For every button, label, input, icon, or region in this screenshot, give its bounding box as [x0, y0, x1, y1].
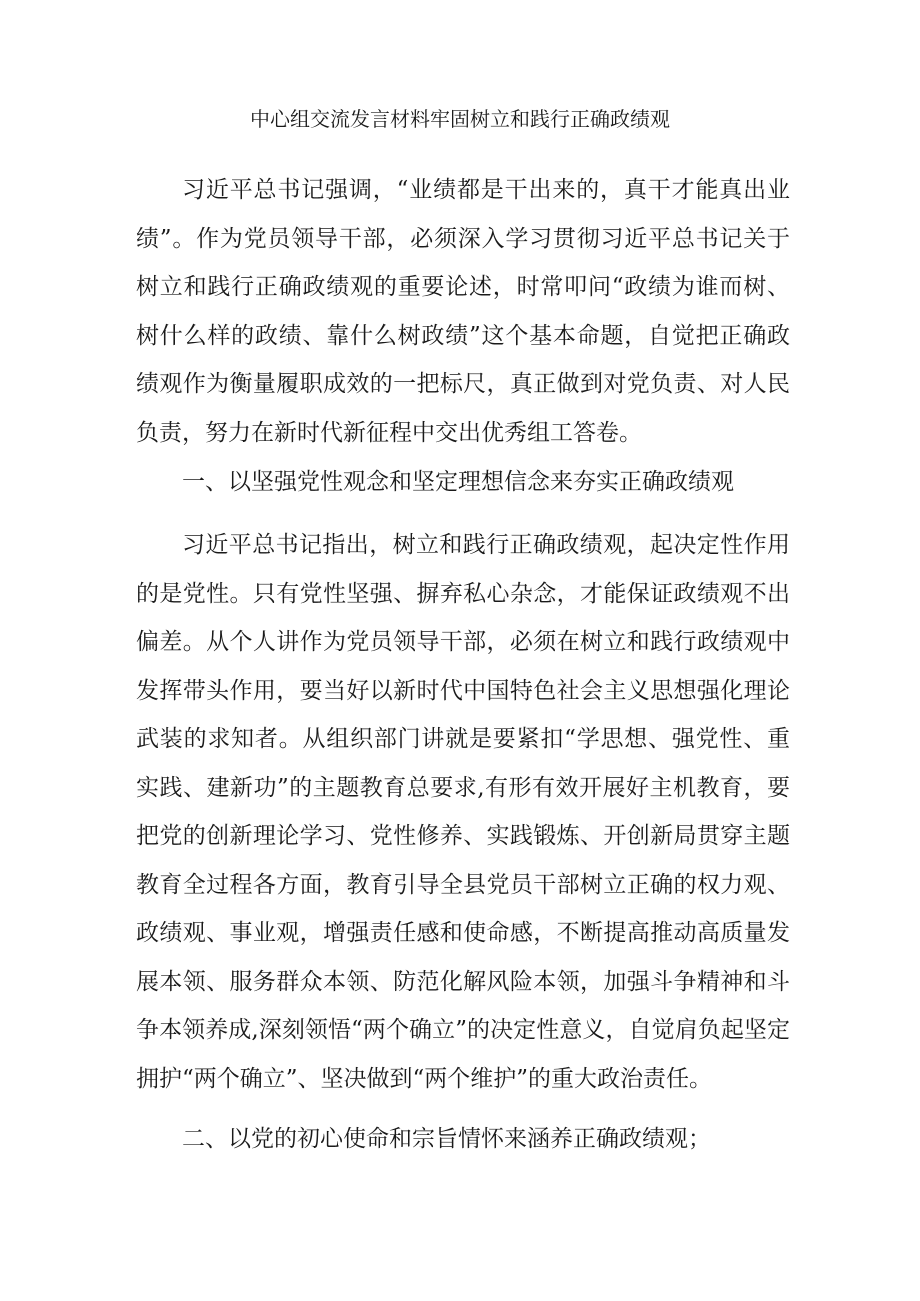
document-title: 中心组交流发言材料牢固树立和践行正确政绩观	[250, 107, 670, 131]
intro-paragraph: 习近平总书记强调，“业绩都是干出来的，真干才能真出业绩”。作为党员领导干部，必须深入学习贯彻习近平总书记关于树立和践行正确政绩观的重要论述，时常叩问“政绩为谁而树、树什么样的政绩、靠什么树政绩”这个基本命题，自觉把正确政绩观作为衡量履职成效的一把标尺，真正做到对党负责、对人民负责，努力在新时代新征程中交出优秀组工答卷。	[136, 177, 790, 446]
section-1-paragraph: 习近平总书记指出，树立和践行正确政绩观，起决定性作用的是党性。只有党性坚强、摒弃私心杂念，才能保证政绩观不出偏差。从个人讲作为党员领导干部，必须在树立和践行政绩观中发挥带头作用，要当好以新时代中国特色社会主义思想强化理论武装的求知者。从组织部门讲就是要紧扣“学思想、强党性、重实践、建新功”的主题教育总要求,有形有效开展好主机教育，要把党的创新理论学习、党性修养、实践锻炼、开创新局贯穿主题教育全过程各方面，教育引导全县党员干部树立正确的权力观、政绩观、事业观，增强责任感和使命感，不断提高推动高质量发展本领、服务群众本领、防范化解风险本领，加强斗争精神和斗争本领养成,深刻领悟“两个确立”的决定性意义，自觉肩负起坚定拥护“两个确立”、坚决做到“两个维护”的重大政治责任。	[136, 532, 790, 1092]
section-heading-2: 二、以党的初心使命和宗旨情怀来涵养正确政绩观；	[182, 1126, 711, 1152]
section-heading-1: 一、以坚强党性观念和坚定理想信念来夯实正确政绩观	[182, 469, 734, 495]
